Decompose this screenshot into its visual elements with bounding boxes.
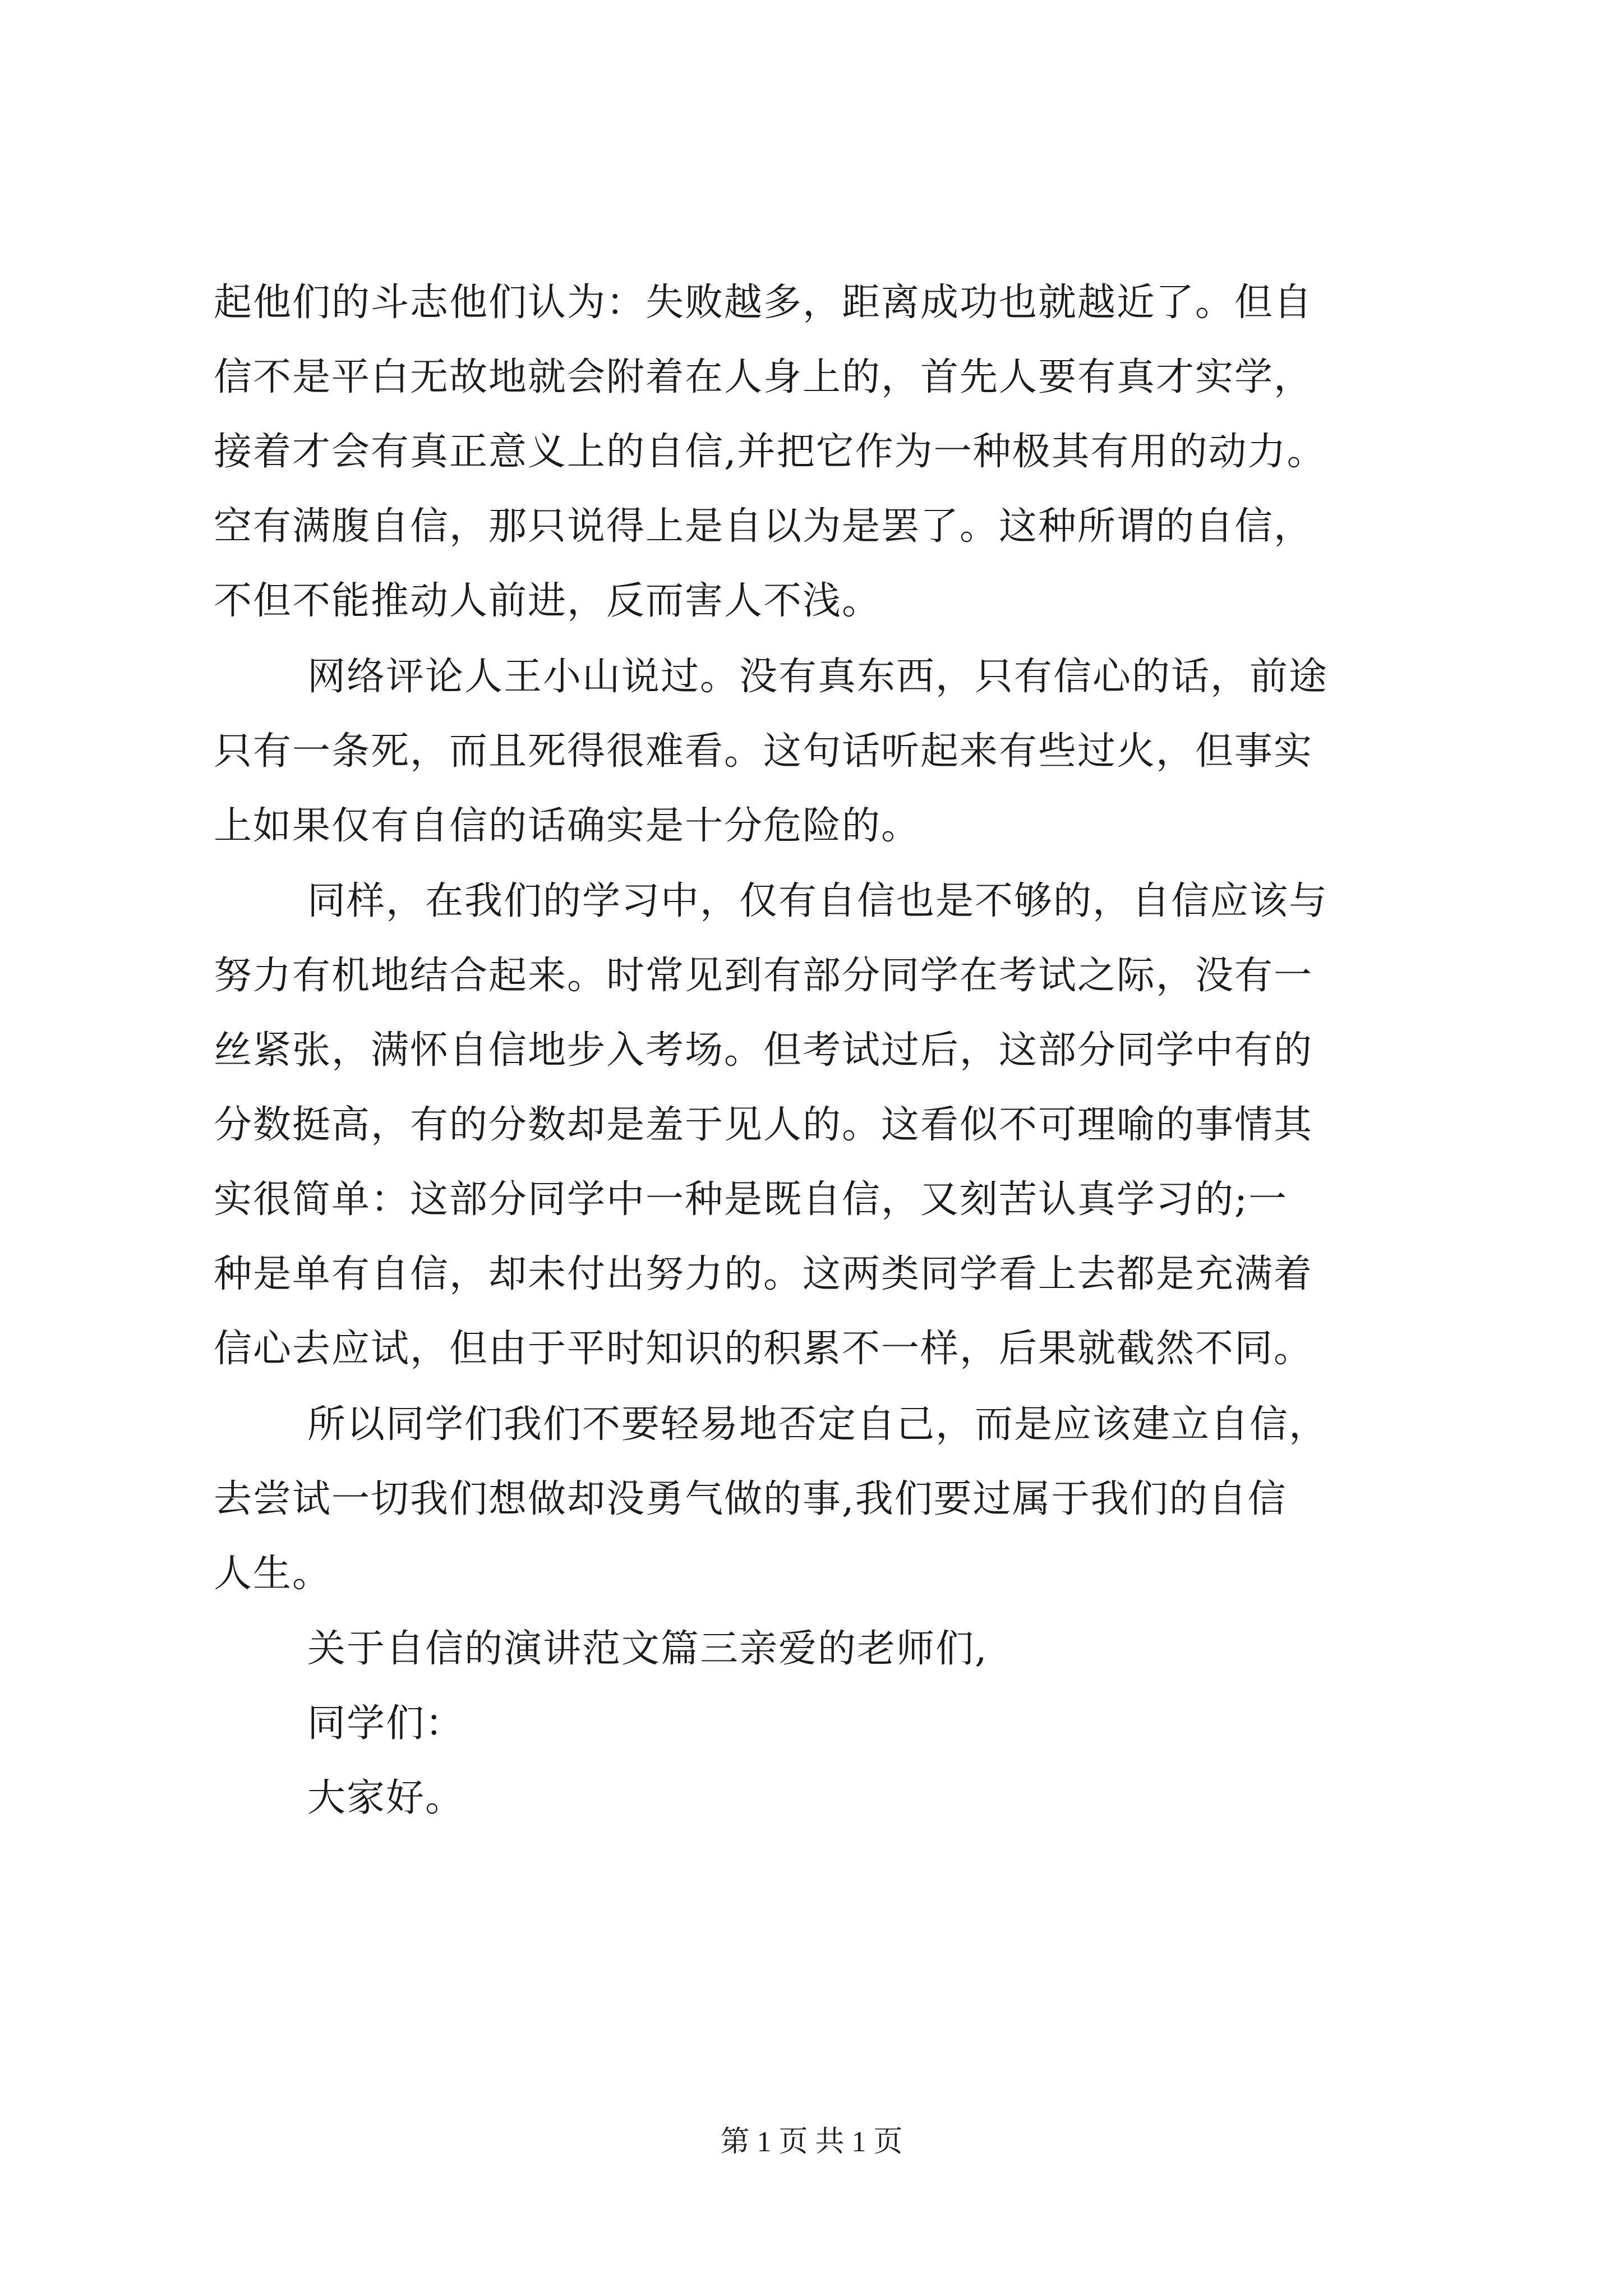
paragraph-line: 实很简单：这部分同学中一种是既自信，又刻苦认真学习的;一 <box>214 1177 1288 1222</box>
paragraph-line: 信心去应试，但由于平时知识的积累不一样，后果就截然不同。 <box>214 1327 1313 1371</box>
paragraph-line: 只有一条死，而且死得很难看。这句话听起来有些过火，但事实 <box>214 729 1313 774</box>
paragraph-line: 去尝试一切我们想做却没勇气做的事,我们要过属于我们的自信 <box>214 1477 1287 1521</box>
paragraph-line: 所以同学们我们不要轻易地否定自己，而是应该建立自信， <box>307 1402 1329 1447</box>
paragraph-line: 同样，在我们的学习中，仅有自信也是不够的，自信应该与 <box>307 879 1329 923</box>
paragraph-line: 关于自信的演讲范文篇三亲爱的老师们, <box>307 1627 988 1671</box>
paragraph-line: 不但不能推动人前进，反而害人不浅。 <box>214 579 882 623</box>
paragraph-line: 分数挺高，有的分数却是羞于见人的。这看似不可理喻的事情其 <box>214 1103 1313 1147</box>
paragraph-line: 信不是平白无故地就会附着在人身上的，首先人要有真才实学， <box>214 355 1313 399</box>
paragraph-line: 努力有机地结合起来。时常见到有部分同学在考试之际，没有一 <box>214 954 1313 998</box>
paragraph-line: 大家好。 <box>307 1776 465 1820</box>
paragraph-line: 接着才会有真正意义上的自信,并把它作为一种极其有用的动力。 <box>214 430 1326 474</box>
paragraph-line: 网络评论人王小山说过。没有真东西，只有信心的话，前途 <box>307 655 1329 699</box>
paragraph-line: 人生。 <box>214 1552 332 1596</box>
paragraph-line: 同学们： <box>307 1701 465 1746</box>
paragraph-line: 上如果仅有自信的话确实是十分危险的。 <box>214 804 921 848</box>
paragraph-line: 起他们的斗志他们认为：失败越多，距离成功也就越近了。但自 <box>214 280 1313 325</box>
page-footer: 第 1 页 共 1 页 <box>720 2126 903 2158</box>
paragraph-line: 空有满腹自信，那只说得上是自以为是罢了。这种所谓的自信， <box>214 504 1313 549</box>
paragraph-line: 种是单有自信，却未付出努力的。这两类同学看上去都是充满着 <box>214 1252 1313 1296</box>
paragraph-line: 丝紧张，满怀自信地步入考场。但考试过后，这部分同学中有的 <box>214 1028 1313 1073</box>
